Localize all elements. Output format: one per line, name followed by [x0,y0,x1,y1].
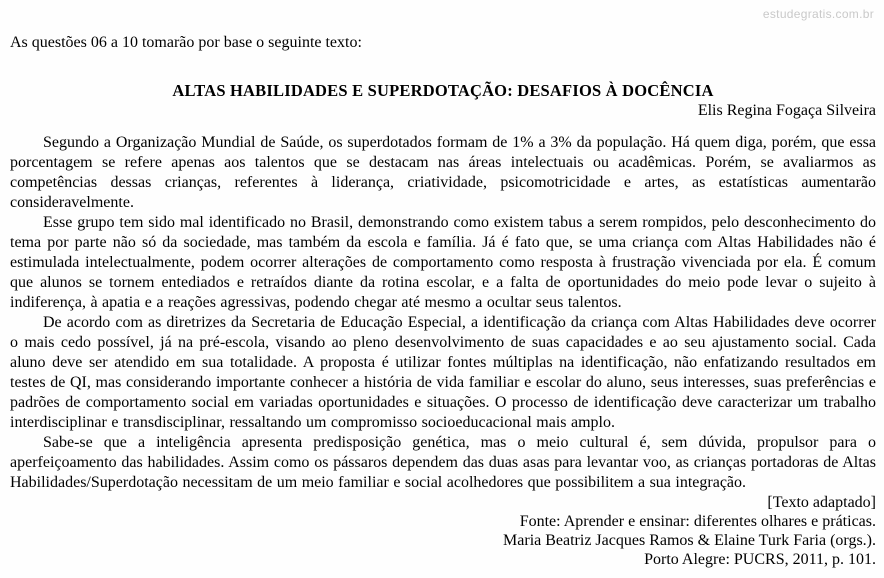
credit-line: Maria Beatriz Jacques Ramos & Elaine Turk Faria (orgs.). [503,532,876,549]
article-paragraph: Esse grupo tem sido mal identificado no Brasil, demonstrando como existem tabus a serem rompidos, pelo desconhecimento do tema por parte não só da sociedade, mas também da escola e família. Já é fato que, se uma criança com Altas Habilidades não é estimulada intelectualmente, podem ocorrer alterações de comportamento como resposta à frustração vivenciada por ela. É comum que alunos se tornem entediados e retraídos diante da rotina escolar, e a falta de oportunidades do meio pode levar o sujeito à indiferença, à apatia e a reações agressivas, podendo chegar até mesmo a ocultar seus talentos. [10,214,876,311]
credit-line: Porto Alegre: PUCRS, 2011, p. 101. [644,551,876,568]
article-paragraph: De acordo com as diretrizes da Secretaria de Educação Especial, a identificação da criança com Altas Habilidades deve ocorrer o mais cedo possível, já na pré-escola, visando ao pleno desenvolvimento de suas capacidades e ao seu ajustamento social. Cada aluno deve ser atendido em sua totalidade. A proposta é utilizar fontes múltiplas na identificação, não enfatizando resultados em testes de QI, mas considerando importante conhecer a história de vida familiar e escolar do aluno, seus interesses, suas preferências e padrões de comportamento social em variadas oportunidades e situações. O processo de identificação deve caracterizar um trabalho interdisciplinar e transdisciplinar, ressaltando um compromisso socioeducacional mais amplo. [10,314,876,431]
article-author: Elis Regina Fogaça Silveira [697,102,876,119]
source-credits [10,493,876,569]
article-body [10,133,876,493]
credit-line: Fonte: Aprender e ensinar: diferentes olhares e práticas. [519,513,876,530]
article-title: ALTAS HABILIDADES E SUPERDOTAÇÃO: DESAFIOS À DOCÊNCIA [172,81,714,100]
instruction-line: As questões 06 a 10 tomarão por base o seguinte texto: [10,34,362,51]
credit-line: [Texto adaptado] [767,494,876,511]
article-paragraph: Segundo a Organização Mundial de Saúde, os superdotados formam de 1% a 3% da população. Há quem diga, porém, que essa porcentagem se refere apenas aos talentos que se destacam nas áreas intelectuais ou acadêmicas. Porém, se avaliarmos as competências dessas crianças, referentes à liderança, criatividade, psicomotricidade e artes, as estatísticas aumentarão consideravelmente. [10,134,876,211]
site-watermark: estudegratis.com.br [762,7,874,21]
article-paragraph: Sabe-se que a inteligência apresenta predisposição genética, mas o meio cultural é, sem dúvida, propulsor para o aperfeiçoamento das habilidades. Assim como os pássaros dependem das duas asas para levantar voo, as crianças portadoras de Altas Habilidades/Superdotação necessitam de um meio familiar e social acolhedores que possibilitem a sua integração. [10,434,876,491]
